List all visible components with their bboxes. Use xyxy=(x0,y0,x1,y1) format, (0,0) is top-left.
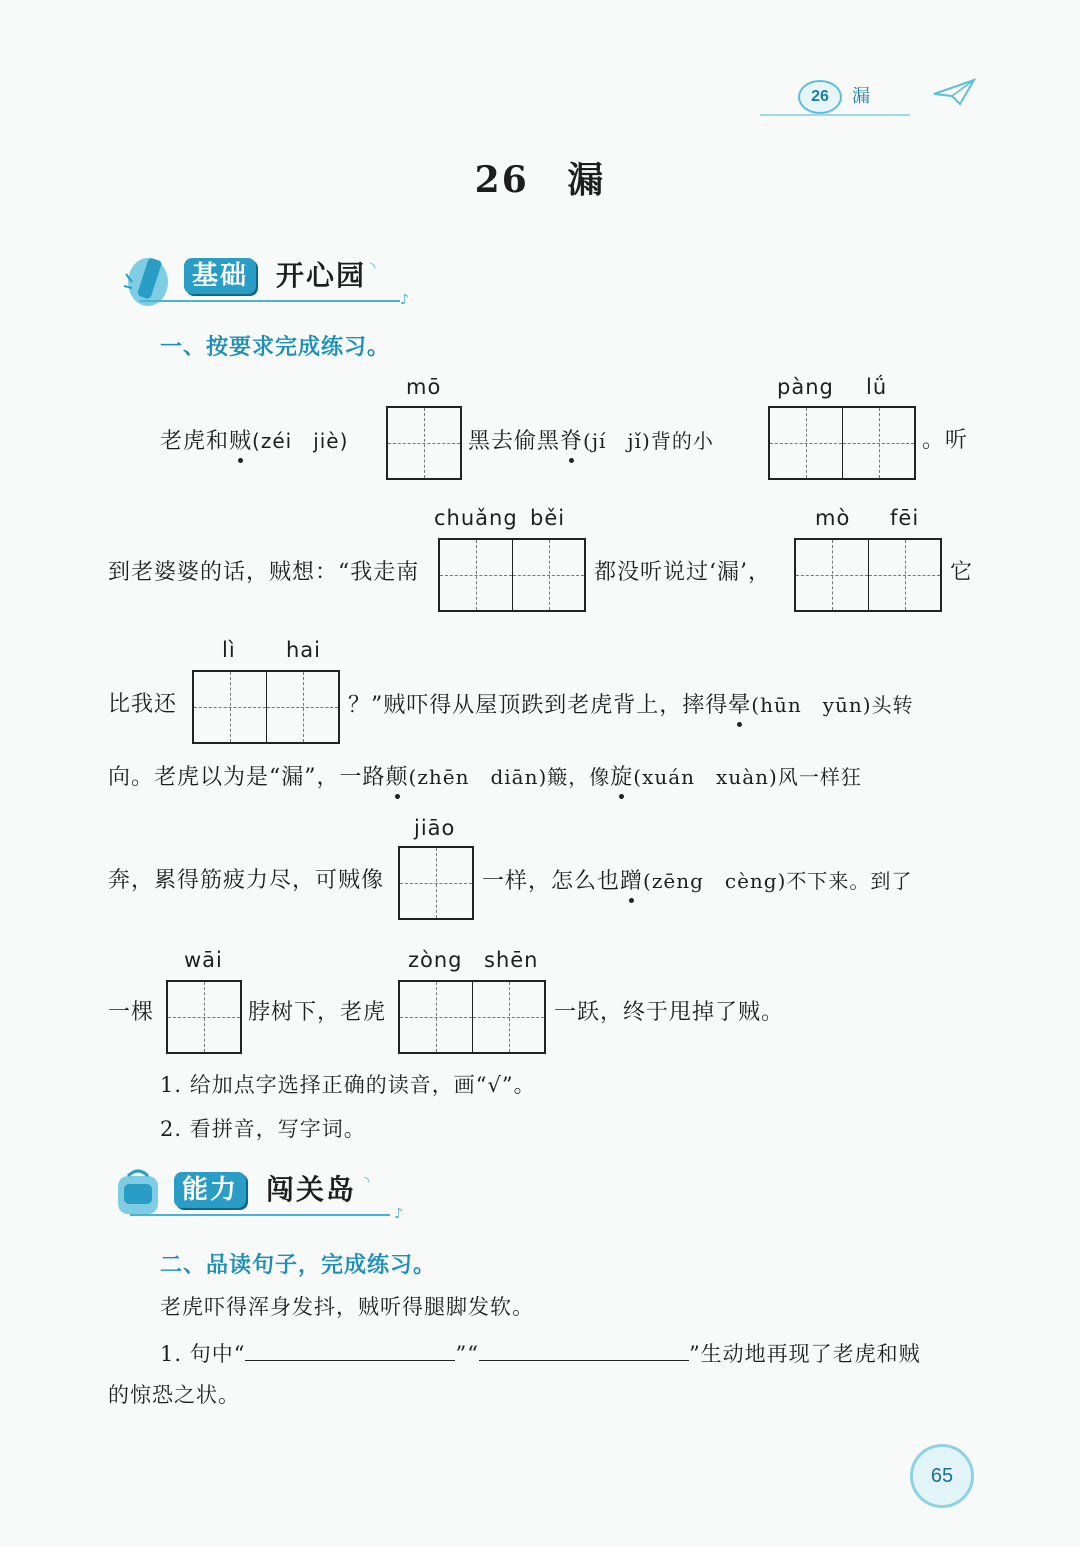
header-divider xyxy=(760,114,910,116)
question-1-2: 2. 看拼音，写字词。 xyxy=(160,1117,366,1141)
line6-text-a: 一棵 xyxy=(108,1000,155,1025)
line1-text-a: 老虎和贼(zéi jiè) xyxy=(160,426,348,457)
dotted-char: 蹭 xyxy=(620,867,643,897)
line2-text-b: 都没听说过‘漏’， xyxy=(594,560,771,585)
char-box-lihai[interactable] xyxy=(192,670,340,744)
section-name-basic: 开心园 xyxy=(276,259,367,292)
pinyin-mo: mō xyxy=(406,375,442,399)
question-1-1: 1. 给加点字选择正确的读音，画“√”。 xyxy=(160,1073,536,1097)
line6-text-c: 一跃，终于甩掉了贼。 xyxy=(554,1000,785,1025)
answer-blank-2[interactable] xyxy=(479,1336,689,1361)
line2-text-a: 到老婆婆的话，贼想：“我走南 xyxy=(108,560,420,585)
reading-options: (hūn yūn)头转 xyxy=(751,693,914,717)
lesson-title: 26 漏 xyxy=(474,159,606,201)
section-tag-ability: 能力 xyxy=(174,1172,246,1208)
char-box-panglu[interactable] xyxy=(768,406,916,480)
banner-underline xyxy=(130,1214,390,1216)
paper-plane-icon xyxy=(932,78,976,108)
line4-text: 向。老虎以为是“漏”，一路颠(zhēn diān)簸，像旋(xuán xuàn)风一样狂 xyxy=(108,762,862,793)
pinyin-shen: shēn xyxy=(484,948,539,972)
reading-options: (xuán xuàn)风一样狂 xyxy=(633,765,862,789)
line2-text-c: 它 xyxy=(950,560,974,585)
music-note-icon: ♪ xyxy=(400,292,409,308)
pinyin-zong: zòng xyxy=(408,948,463,972)
dotted-char: 脊 xyxy=(560,427,583,457)
dotted-char: 贼 xyxy=(229,427,252,457)
pinyin-fei: fēi xyxy=(890,506,920,530)
char-box-mo[interactable] xyxy=(386,406,462,480)
reading-options: (zéi jiè) xyxy=(252,429,349,453)
pinyin-wai: wāi xyxy=(184,948,223,972)
lesson-number-badge: 26 xyxy=(798,80,842,114)
section-heading-1: 一、按要求完成练习。 xyxy=(160,335,391,360)
quoted-sentence: 老虎吓得浑身发抖，贼听得腿脚发软。 xyxy=(160,1295,534,1319)
line6-text-b: 脖树下，老虎 xyxy=(248,1000,387,1025)
banner-underline xyxy=(140,300,400,302)
char-box-wai[interactable] xyxy=(166,980,242,1054)
reading-options: (zhēn diān)簸，像 xyxy=(408,765,611,789)
pinyin-lu: lǘ xyxy=(866,375,888,399)
question-2-1: 1. 句中“ ”“ ”生动地再现了老虎和贼 xyxy=(160,1336,921,1369)
line3-text-b: ？”贼吓得从屋顶跌到老虎背上，摔得晕(hūn yūn)头转 xyxy=(348,690,914,721)
music-note-icon: ♪ xyxy=(394,1206,403,1222)
pinyin-pang: pàng xyxy=(777,375,834,399)
section-tag-basic: 基础 xyxy=(184,258,256,294)
section-heading-2: 二、品读句子，完成练习。 xyxy=(160,1253,437,1278)
pinyin-mo2: mò xyxy=(815,506,851,530)
lesson-header-badge xyxy=(760,78,980,122)
pinyin-li: lì xyxy=(222,638,236,662)
dotted-char: 旋 xyxy=(610,763,633,793)
reading-options: (jí jǐ)背的小 xyxy=(583,429,714,453)
char-box-chuangbei[interactable] xyxy=(438,538,586,612)
page-number: 65 xyxy=(910,1444,974,1508)
char-box-jiao[interactable] xyxy=(398,846,474,920)
pinyin-hai: hai xyxy=(286,638,322,662)
sound-wave-icon: ◝ xyxy=(364,1174,370,1190)
line5-text-a: 奔，累得筋疲力尽，可贼像 xyxy=(108,868,385,893)
answer-blank-1[interactable] xyxy=(245,1336,455,1361)
line3-text-a: 比我还 xyxy=(108,692,178,717)
sound-wave-icon: ◝ xyxy=(370,260,376,276)
char-box-zongshen[interactable] xyxy=(398,980,546,1054)
line1-text-c: 。听 xyxy=(922,428,969,453)
pinyin-jiao: jiāo xyxy=(414,816,456,840)
char-box-mofei[interactable] xyxy=(794,538,942,612)
reading-options: (zēng cèng)不下来。到了 xyxy=(643,869,913,893)
pinyin-bei: běi xyxy=(530,506,566,530)
question-2-1-cont: 的惊恐之状。 xyxy=(108,1383,240,1407)
dotted-char: 晕 xyxy=(728,691,751,721)
pinyin-chuang: chuǎng xyxy=(434,506,518,530)
line5-text-b: 一样，怎么也蹭(zēng cèng)不下来。到了 xyxy=(482,866,912,897)
dotted-char: 颠 xyxy=(386,763,409,793)
section-banner-basic xyxy=(120,250,420,310)
section-name-ability: 闯关岛 xyxy=(266,1173,357,1206)
lesson-header-char: 漏 xyxy=(852,86,870,107)
section-banner-ability xyxy=(110,1164,410,1224)
line1-text-b: 黑去偷黑脊(jí jǐ)背的小 xyxy=(468,426,714,457)
